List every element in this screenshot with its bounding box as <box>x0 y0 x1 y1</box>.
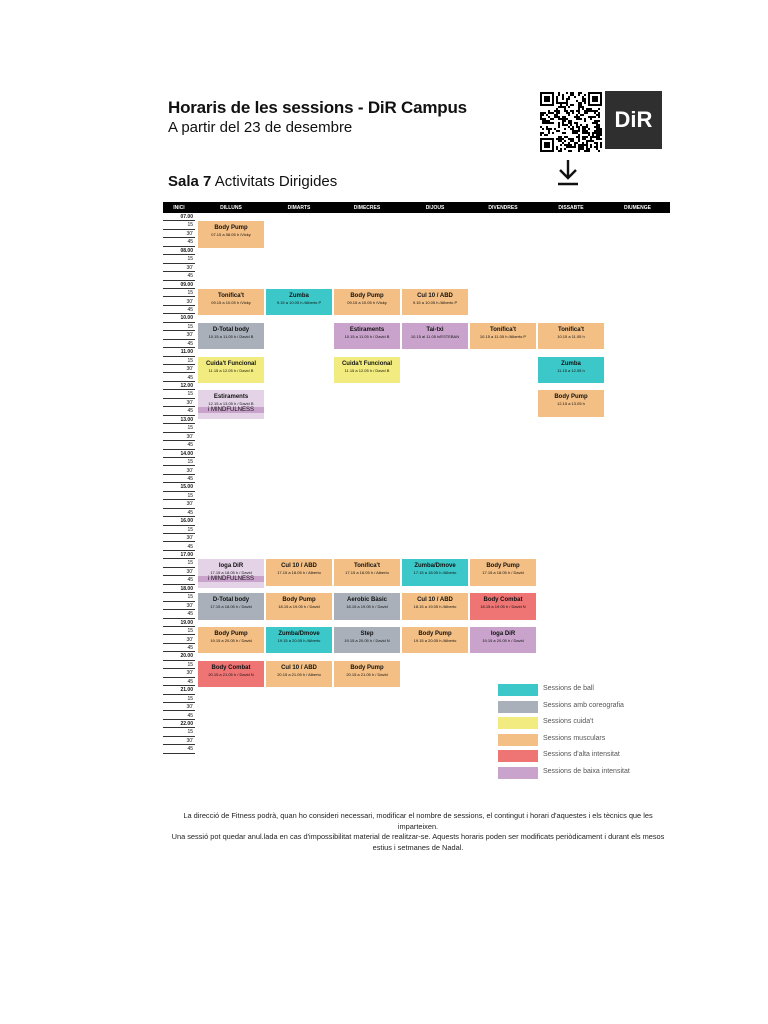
session-block[interactable] <box>198 221 264 247</box>
time-label: 15 <box>163 695 195 703</box>
time-label: 15 <box>163 390 195 398</box>
session-time-instructor: 18.15 a 19.05 h / David N <box>480 604 526 610</box>
session-time-instructor: 19.15 a 20.05 h /Alberto <box>277 638 321 644</box>
column-header-5: DIVENDRES <box>488 204 518 211</box>
time-label: 15 <box>163 661 195 669</box>
session-block[interactable] <box>402 627 468 653</box>
session-block[interactable] <box>198 559 264 587</box>
session-block[interactable] <box>402 559 468 585</box>
session-title: Aerobic Bàsic <box>346 597 388 604</box>
time-label: 08.00 <box>163 247 195 255</box>
session-time-instructor: 18.15 a 19.05 h / David <box>346 604 388 610</box>
time-label: 15 <box>163 255 195 263</box>
session-time-instructor: 17.15 a 18.05 h /Alberto <box>413 570 457 576</box>
time-label: 15 <box>163 458 195 466</box>
legend-label: Sessions amb coreografia <box>543 701 624 709</box>
session-time-instructor: 17.15 a 18.05 h / David <box>210 570 252 576</box>
session-time-instructor: 19.15 a 20.05 h / David <box>482 638 524 644</box>
legend-item <box>498 701 658 713</box>
room-name: Sala 7 <box>168 173 212 190</box>
session-block[interactable] <box>470 593 536 619</box>
time-label: 15 <box>163 526 195 534</box>
session-title: Cuida't Funcional <box>205 360 257 367</box>
time-label: 30' <box>163 534 195 542</box>
session-block[interactable] <box>198 593 264 619</box>
session-title: Body Pump <box>554 394 588 401</box>
legend-swatch <box>498 767 538 779</box>
time-label: 22.00 <box>163 720 195 728</box>
time-label: 45 <box>163 340 195 348</box>
time-label: 14.00 <box>163 450 195 458</box>
time-label: 15 <box>163 424 195 432</box>
session-time-instructor: 17.15 a 18.05 h / David <box>210 604 252 610</box>
session-time-instructor: 18.15 a 19.05 h / David <box>278 604 320 610</box>
session-title: D-Total body <box>212 597 250 604</box>
session-time-instructor: 17.15 a 18.05 h / David <box>482 570 524 576</box>
column-header-7: DIUMENGE <box>624 204 651 211</box>
time-label: 19.00 <box>163 619 195 627</box>
session-time-instructor: 19.15 a 20.05 h / David <box>210 638 252 644</box>
session-block[interactable] <box>538 390 604 416</box>
session-title: Tonifica't <box>490 326 516 333</box>
session-time-instructor: 17.15 a 18.05 h / Alberto <box>345 570 389 576</box>
session-block[interactable] <box>334 627 400 653</box>
session-extra-label: i MINDFULNESS <box>198 576 264 582</box>
session-time-instructor: 07.15 a 08.05 h /Vicky <box>211 232 251 238</box>
legend-label: Sessions de baixa intensitat <box>543 767 630 775</box>
session-time-instructor: 11.15 a 12.05 h / David B <box>344 367 390 373</box>
legend-label: Sessions cuida't <box>543 718 594 725</box>
session-title: Estiraments <box>349 326 385 333</box>
session-title: Body Pump <box>350 293 384 300</box>
session-block[interactable] <box>198 390 264 418</box>
time-label: 45 <box>163 644 195 652</box>
session-block[interactable] <box>334 323 400 349</box>
time-label: 45 <box>163 306 195 314</box>
time-label: 17.00 <box>163 551 195 559</box>
session-title: Zumba/Dmove <box>278 631 320 638</box>
time-label: 15 <box>163 289 195 297</box>
time-label: 30' <box>163 703 195 711</box>
page-title: Horaris de les sessions - DiR Campus <box>168 98 467 117</box>
session-title: D-Total body <box>212 326 250 333</box>
legend-label: Sessions de ball <box>543 685 594 692</box>
session-block[interactable] <box>470 559 536 585</box>
session-title: Tonifica't <box>558 326 584 333</box>
time-label: 30' <box>163 331 195 339</box>
time-label: 30' <box>163 467 195 475</box>
legend-swatch <box>498 734 538 746</box>
session-time-instructor: 09.15 a 10.05 h /Vicky <box>211 300 251 306</box>
column-header-3: DIMECRES <box>353 204 381 211</box>
time-label: 30' <box>163 399 195 407</box>
session-block[interactable] <box>334 357 400 383</box>
time-label: 15 <box>163 559 195 567</box>
session-title: Body Pump <box>418 631 452 638</box>
session-title: Zumba/Dmove <box>414 563 456 570</box>
session-time-instructor: 20.15 a 21.05 h / David N <box>208 671 254 677</box>
session-title: Ioga DiR <box>218 563 244 570</box>
session-title: Cuida't Funcional <box>341 360 393 367</box>
session-time-instructor: 12.15 a 13.05 h <box>557 401 585 407</box>
dir-logo: DiR <box>605 91 662 149</box>
session-block[interactable] <box>402 323 468 349</box>
session-title: Cul 10 / ABD <box>417 597 453 604</box>
session-title: Tai-txi <box>426 326 444 333</box>
page-subtitle: A partir del 23 de desembre <box>168 119 353 136</box>
time-label: 45 <box>163 475 195 483</box>
session-block[interactable] <box>334 559 400 585</box>
session-title: Body Pump <box>282 597 316 604</box>
download-arrow-icon[interactable] <box>556 158 580 186</box>
session-block[interactable] <box>266 661 332 687</box>
time-label: 15.00 <box>163 483 195 491</box>
legend-item <box>498 767 658 779</box>
time-label: 07.00 <box>163 213 195 221</box>
legend-swatch <box>498 750 538 762</box>
column-header-2: DIMARTS <box>287 204 311 211</box>
time-label: 15 <box>163 357 195 365</box>
session-block[interactable] <box>266 289 332 315</box>
time-label: 16.00 <box>163 517 195 525</box>
schedule-header-row <box>163 202 670 213</box>
session-time-instructor: 10.15 a 11.05 h / David B <box>208 333 254 339</box>
session-block[interactable] <box>198 661 264 687</box>
legend-item <box>498 684 658 696</box>
qr-code-icon[interactable] <box>540 92 602 152</box>
session-block[interactable] <box>198 289 264 315</box>
time-label: 15 <box>163 728 195 736</box>
time-label: 45 <box>163 712 195 720</box>
time-label: 45 <box>163 374 195 382</box>
session-block[interactable] <box>266 559 332 585</box>
session-title: Body Pump <box>486 563 520 570</box>
session-title: Body Pump <box>350 664 384 671</box>
session-time-instructor: 11.15 a 12.05 h / David B <box>208 367 254 373</box>
session-title: Tonifica't <box>354 563 380 570</box>
time-label: 45 <box>163 576 195 584</box>
column-header-4: DIJOUS <box>425 204 445 211</box>
time-label: 30' <box>163 433 195 441</box>
legend-item <box>498 750 658 762</box>
column-header-1: DILLUNS <box>220 204 242 211</box>
time-label: 30' <box>163 602 195 610</box>
session-time-instructor: 10.15 a 11.05 h /Alberto P <box>479 333 527 339</box>
time-label: 15 <box>163 221 195 229</box>
session-title: Body Combat <box>211 664 251 671</box>
time-label: 45 <box>163 272 195 280</box>
time-label: 45 <box>163 610 195 618</box>
session-block[interactable] <box>402 289 468 315</box>
session-time-instructor: 17.15 a 18.05 h / Alberto <box>277 570 321 576</box>
session-block[interactable] <box>198 357 264 383</box>
session-block[interactable] <box>402 593 468 619</box>
time-label: 30' <box>163 365 195 373</box>
session-title: Cul 10 / ABD <box>281 563 317 570</box>
session-title: Estiraments <box>213 394 249 401</box>
session-title: Ioga DiR <box>490 631 516 638</box>
time-label: 13.00 <box>163 416 195 424</box>
time-label: 15 <box>163 593 195 601</box>
session-block[interactable] <box>538 323 604 349</box>
session-time-instructor: 12.15 a 13.05 h / David B <box>208 401 254 407</box>
time-label: 15 <box>163 323 195 331</box>
session-time-instructor: 9.15 a 10.05 h /Alberto P <box>412 300 458 306</box>
session-title: Body Combat <box>483 597 523 604</box>
time-label: 30' <box>163 500 195 508</box>
legend-label: Sessions d'alta intensitat <box>543 751 620 758</box>
session-title: Tonifica't <box>218 293 244 300</box>
session-block[interactable] <box>334 661 400 687</box>
session-title: Body Pump <box>214 225 248 232</box>
time-label: 10.00 <box>163 314 195 322</box>
session-title: Body Pump <box>214 631 248 638</box>
time-label: 30' <box>163 669 195 677</box>
time-label: 30' <box>163 568 195 576</box>
session-block[interactable] <box>334 593 400 619</box>
column-header-0: INICI <box>173 204 185 211</box>
legend-item <box>498 734 658 746</box>
session-block[interactable] <box>266 627 332 653</box>
session-time-instructor: 10.15 a 11.05 h / David B <box>344 333 390 339</box>
time-label: 21.00 <box>163 686 195 694</box>
legend-swatch <box>498 701 538 713</box>
session-title: Step <box>360 631 374 638</box>
session-extra-label: i MINDFULNESS <box>198 407 264 413</box>
session-block[interactable] <box>198 323 264 349</box>
session-block[interactable] <box>198 627 264 653</box>
session-block[interactable] <box>470 627 536 653</box>
session-time-instructor: 09.15 a 10.05 h /Vicky <box>347 300 387 306</box>
session-time-instructor: 10.15 a 11.05 h <box>557 333 585 339</box>
session-title: Cul 10 / ABD <box>281 664 317 671</box>
session-time-instructor: 20.15 a 21.05 h / Alberto <box>277 671 321 677</box>
time-label: 45 <box>163 238 195 246</box>
time-label: 30' <box>163 636 195 644</box>
session-title: Cul 10 / ABD <box>417 293 453 300</box>
time-label: 15 <box>163 627 195 635</box>
column-header-6: DISSABTE <box>558 204 584 211</box>
time-label: 09.00 <box>163 281 195 289</box>
time-label: 45 <box>163 509 195 517</box>
time-label: 30' <box>163 230 195 238</box>
footer-note <box>168 811 668 853</box>
legend-swatch <box>498 684 538 696</box>
legend-swatch <box>498 717 538 729</box>
time-label: 18.00 <box>163 585 195 593</box>
footer-line-2: Una sessió pot quedar anul.lada en cas d'impossibilitat material de realitzar-se. Aquests horaris poden ser modificats periòdicament i durant els mesos estius i setmanes de Nadal. <box>171 832 665 852</box>
session-block[interactable] <box>538 357 604 383</box>
session-time-instructor: 19.15 a 20.05 h / David N <box>344 638 390 644</box>
time-label: 20.00 <box>163 652 195 660</box>
legend-item <box>498 717 658 729</box>
session-time-instructor: 20.15 a 21.05 h / David <box>346 671 388 677</box>
time-label: 45 <box>163 441 195 449</box>
session-time-instructor: 9.15 a 10.05 h /Alberto P <box>276 300 322 306</box>
time-label: 30' <box>163 298 195 306</box>
footer-line-1: La direcció de Fitness podrà, quan ho consideri necessari, modificar el nombre de sessions, el contingut i horari d'aquestes i els tècnics que les imparteixen. <box>183 811 653 831</box>
time-label: 30' <box>163 737 195 745</box>
session-time-instructor: 11.15 a 12.05 h <box>557 367 585 373</box>
session-time-instructor: 10.15 al 11.05 h/ESTEBAN <box>410 333 460 339</box>
session-block[interactable] <box>334 289 400 315</box>
time-label: 45 <box>163 678 195 686</box>
legend-label: Sessions musculars <box>543 734 606 742</box>
session-title: Zumba <box>561 360 581 367</box>
time-label: 45 <box>163 745 195 753</box>
time-label: 45 <box>163 407 195 415</box>
session-block[interactable] <box>266 593 332 619</box>
time-label: 11.00 <box>163 348 195 356</box>
session-time-instructor: 18.15 a 19.05 h /Alberto <box>413 604 457 610</box>
time-label: 45 <box>163 543 195 551</box>
session-block[interactable] <box>470 323 536 349</box>
time-label: 12.00 <box>163 382 195 390</box>
room-description: Activitats Dirigides <box>211 173 338 190</box>
session-time-instructor: 19.15 a 20.05 h /Alberto <box>413 638 457 644</box>
room-heading <box>168 173 337 190</box>
time-label: 30' <box>163 264 195 272</box>
time-label: 15 <box>163 492 195 500</box>
session-title: Zumba <box>289 293 309 300</box>
